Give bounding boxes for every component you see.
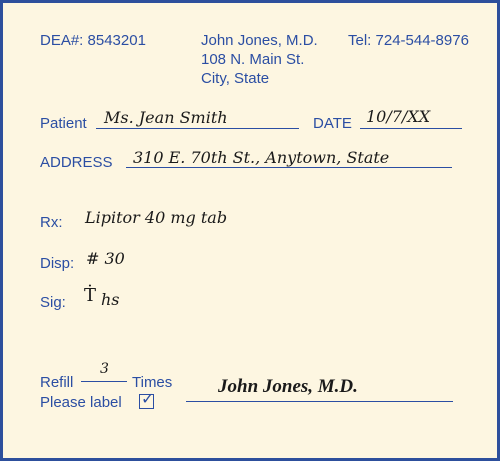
doctor-address-line2: City, State xyxy=(201,70,270,87)
date-line xyxy=(360,128,462,129)
check-icon: ✓ xyxy=(141,389,155,408)
rx-label: Rx: xyxy=(40,214,63,231)
doctor-name: John Jones, M.D. xyxy=(201,32,318,49)
refill-value: 3 xyxy=(100,361,109,377)
patient-line xyxy=(96,128,299,129)
doctor-address-line1: 108 N. Main St. xyxy=(201,51,305,68)
doctor-phone: Tel: 724-544-8976 xyxy=(348,32,469,49)
prescriber-signature: John Jones, M.D. xyxy=(218,376,358,397)
disp-label: Disp: xyxy=(40,255,75,272)
refill-times-label: Times xyxy=(132,374,173,391)
please-label-checkbox[interactable] xyxy=(139,389,155,409)
dea-number: DEA#: 8543201 xyxy=(40,32,146,49)
refill-line xyxy=(81,381,127,382)
address-line xyxy=(126,167,452,168)
sig-value: hs xyxy=(101,290,120,309)
address-value: 310 E. 70th St., Anytown, State xyxy=(133,148,390,167)
refill-label: Refill xyxy=(40,374,74,391)
sig-label: Sig: xyxy=(40,294,66,311)
address-label: ADDRESS xyxy=(40,154,113,171)
patient-name-value: Ms. Jean Smith xyxy=(104,108,228,127)
please-label-text: Please label xyxy=(40,394,122,411)
rx-value: Lipitor 40 mg tab xyxy=(85,208,228,227)
patient-label: Patient xyxy=(40,115,87,132)
disp-value: # 30 xyxy=(86,249,125,268)
sig-symbol: Ṫ xyxy=(84,285,97,306)
date-label: DATE xyxy=(313,115,352,132)
signature-line xyxy=(186,401,453,402)
date-value: 10/7/XX xyxy=(366,107,431,126)
